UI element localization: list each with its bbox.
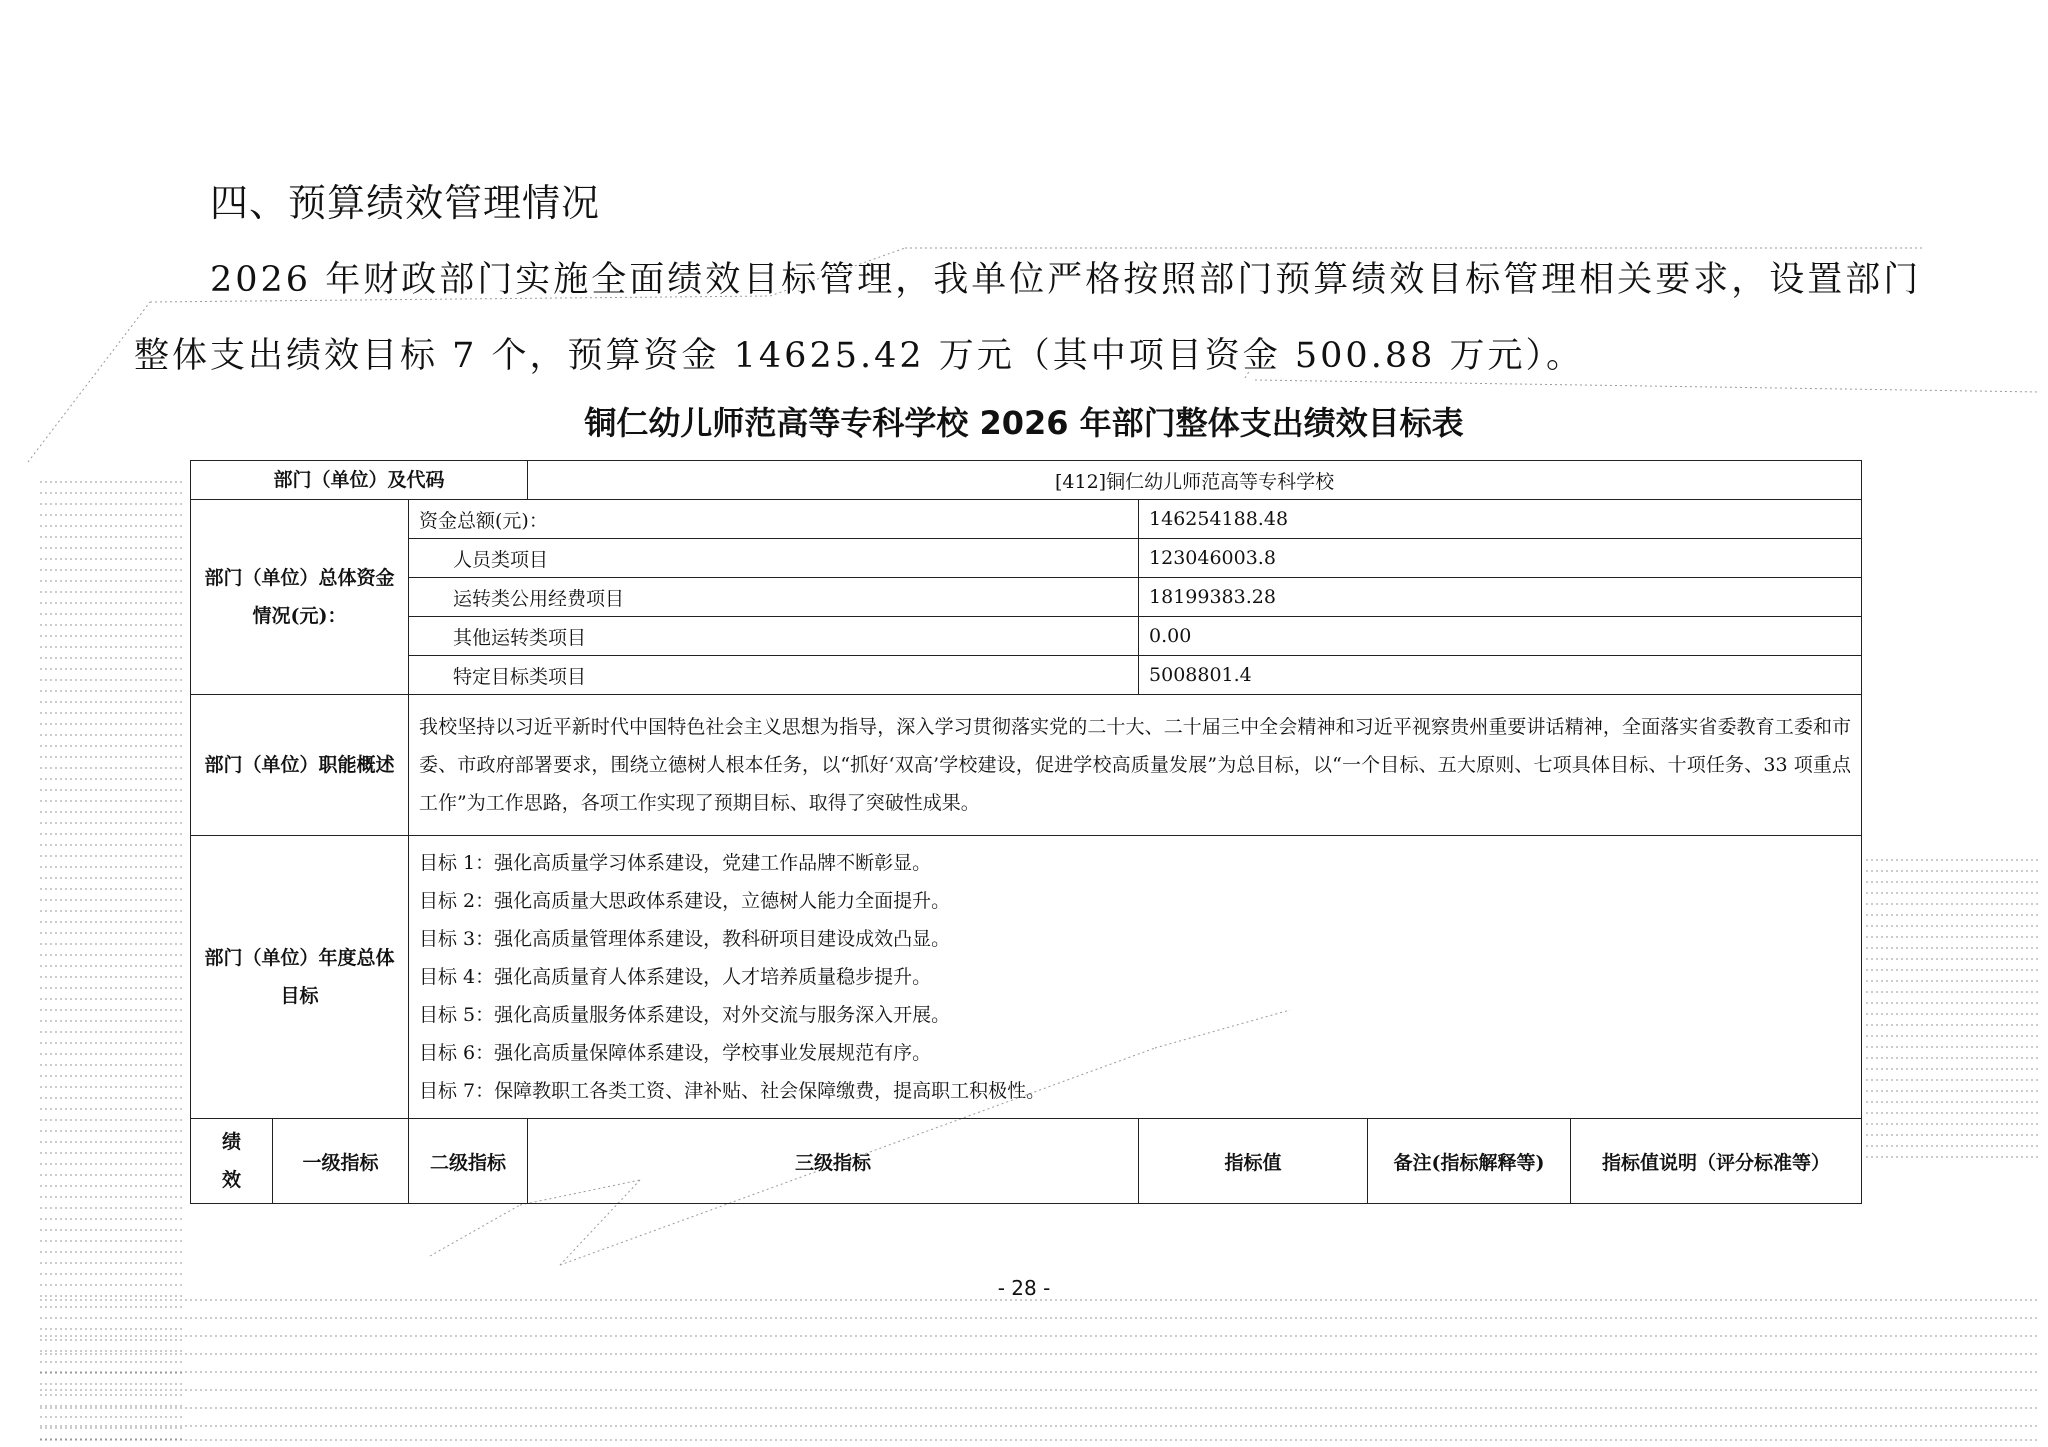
function-overview-text: 我校坚持以习近平新时代中国特色社会主义思想为指导，深入学习贯彻落实党的二十大、二十届三中全会精神和习近平视察贵州重要讲话精神，全面落实省委教育工委和市委、市政府部署要求，围绕立德树人根本任务，以“抓好‘双高’学校建设，促进学校高质量发展”为总目标，以“一个目标、五大原则、七项具体目标、十项任务、33 项重点工作”为工作思路，各项工作实现了预期目标、取得了突破性成果。 [409,695,1862,836]
indicator-header-performance: 绩效 [191,1119,273,1204]
goal-item: 目标 1：强化高质量学习体系建设，党建工作品牌不断彰显。 [419,852,932,874]
indicator-header-level1: 一级指标 [273,1119,409,1204]
table-title: 铜仁幼儿师范高等专科学校 2026 年部门整体支出绩效目标表 [584,404,1464,442]
fund-row [191,539,1862,578]
goal-item: 目标 5：强化高质量服务体系建设，对外交流与服务深入开展。 [419,1004,951,1026]
goal-item: 目标 6：强化高质量保障体系建设，学校事业发展规范有序。 [419,1042,932,1064]
fund-value: 146254188.48 [1139,500,1862,539]
page-number: - 28 - [997,1276,1051,1300]
indicator-header-value: 指标值 [1139,1119,1368,1204]
fund-row [191,656,1862,695]
performance-target-table [190,460,1862,1204]
indicator-header-description: 指标值说明（评分标准等） [1571,1119,1862,1204]
fund-name: 资金总额(元)： [409,500,1139,539]
function-overview-label: 部门（单位）职能概述 [191,695,409,836]
fund-value: 5008801.4 [1139,656,1862,695]
unit-value: [412]铜仁幼儿师范高等专科学校 [528,461,1862,500]
annual-goals-list [409,836,1862,1119]
fund-value: 123046003.8 [1139,539,1862,578]
goal-item: 目标 3：强化高质量管理体系建设，教科研项目建设成效凸显。 [419,928,951,950]
funds-label: 部门（单位）总体资金情况(元)： [191,500,409,695]
indicator-header-level3: 三级指标 [528,1119,1139,1204]
fund-name: 人员类项目 [409,539,1139,578]
unit-row [191,461,1862,500]
function-overview-row [191,695,1862,836]
indicator-header-row [191,1119,1862,1204]
fund-row [191,617,1862,656]
goal-item: 目标 7：保障教职工各类工资、津补贴、社会保障缴费，提高职工积极性。 [419,1080,1046,1102]
fund-row [191,500,1862,539]
goal-item: 目标 4：强化高质量育人体系建设，人才培养质量稳步提升。 [419,966,932,988]
indicator-header-remarks: 备注(指标解释等) [1368,1119,1571,1204]
section-heading: 四、预算绩效管理情况 [210,181,601,225]
fund-name: 运转类公用经费项目 [409,578,1139,617]
fund-row [191,578,1862,617]
indicator-header-level2: 二级指标 [409,1119,528,1204]
unit-label: 部门（单位）及代码 [191,461,528,500]
fund-name: 其他运转类项目 [409,617,1139,656]
goal-item: 目标 2：强化高质量大思政体系建设，立德树人能力全面提升。 [419,890,951,912]
fund-value: 18199383.28 [1139,578,1862,617]
fund-name: 特定目标类项目 [409,656,1139,695]
annual-goals-row [191,836,1862,1119]
annual-goals-label: 部门（单位）年度总体目标 [191,836,409,1119]
intro-paragraph: 2026 年财政部门实施全面绩效目标管理，我单位严格按照部门预算绩效目标管理相关要求，设置部门整体支出绩效目标 7 个，预算资金 14625.42 万元（其中项目资金 500.88 万元）。 [134,260,1922,376]
fund-value: 0.00 [1139,617,1862,656]
